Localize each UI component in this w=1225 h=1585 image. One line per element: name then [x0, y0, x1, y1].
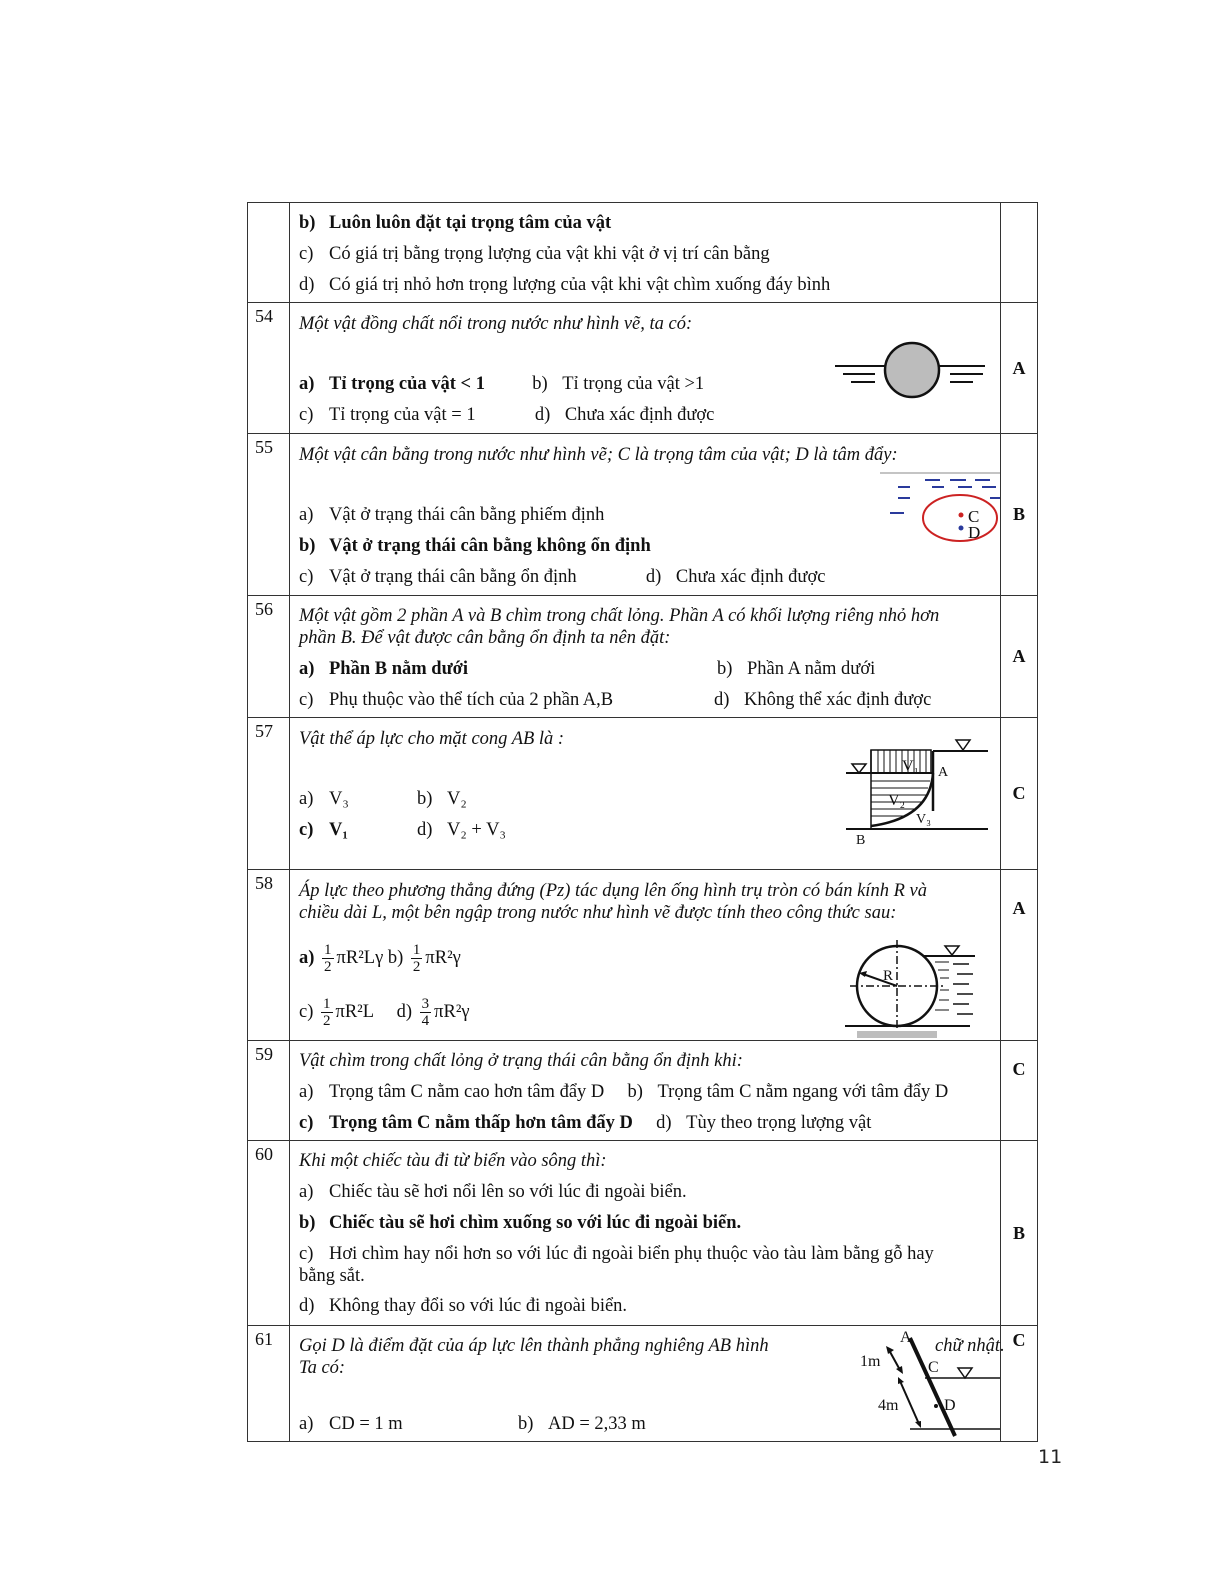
option-d: d) Có giá trị nhỏ hơn trọng lượng của vật khi vật chìm xuống đáy bình: [299, 275, 831, 295]
question-body-cell: [290, 870, 1001, 1041]
question-body-cell: [290, 1326, 1005, 1442]
question-row-58: [248, 870, 1038, 1041]
options-cd: [299, 1112, 871, 1134]
option-a: a) Vật ở trạng thái cân bằng phiếm định: [299, 505, 605, 525]
option-a: a) Phần B nằm dưới: [299, 659, 469, 679]
label-a: A: [938, 765, 949, 780]
question-number: 57: [248, 718, 290, 870]
question-text-line-1: Áp lực theo phương thẳng đứng (Pz) tác dụng lên ống hình trụ tròn có bán kính R và: [299, 881, 927, 901]
label-1m: 1m: [860, 1353, 881, 1370]
question-text-line-2: phần B. Để vật được cân bằng ổn định ta nên đặt:: [299, 628, 671, 648]
options-ab: [299, 936, 461, 980]
page-number: 11: [1038, 1446, 1063, 1468]
answer: C: [1001, 718, 1038, 870]
option-d: d) Tùy theo trọng lượng vật: [656, 1113, 872, 1133]
options-ab: [299, 373, 704, 395]
question-row-53-continued: [248, 203, 1038, 303]
option-d-expr: πR²γ: [434, 1002, 470, 1022]
option-c: c) Vật ở trạng thái cân bằng ổn định: [299, 567, 577, 587]
question-body-cell: [290, 596, 1001, 718]
answer: A: [1001, 596, 1038, 718]
question-number: 54: [248, 303, 290, 434]
option-b: b) AD = 2,33 m: [518, 1414, 646, 1434]
option-a: a) CD = 1 m: [299, 1414, 403, 1434]
option-c-label: c): [299, 1002, 314, 1022]
fraction-three-quarters: $\frac{3}{4}$: [421, 996, 430, 1030]
option-b: b) Trọng tâm C nằm ngang với tâm đẩy D: [627, 1082, 949, 1102]
question-text-line-2: Ta có:: [299, 1358, 346, 1378]
option-b: b) Tỉ trọng của vật >1: [532, 374, 705, 394]
answer: B: [1001, 434, 1038, 596]
question-body-cell: [290, 1041, 1001, 1141]
question-body-cell: [290, 1141, 1001, 1326]
label-4m: 4m: [878, 1397, 899, 1414]
option-a: a) Tỉ trọng của vật < 1: [299, 374, 485, 394]
answer: B: [1001, 1141, 1038, 1326]
question-row-61: [248, 1326, 1038, 1442]
question-number: 61: [248, 1326, 290, 1442]
question-row-59: [248, 1041, 1038, 1141]
options-cd: [299, 566, 825, 588]
fraction-half: $\frac{1}{2}$: [323, 996, 331, 1030]
question-table: [247, 202, 1038, 1442]
stability-figure: [840, 472, 1000, 552]
option-c: c) Phụ thuộc vào thể tích của 2 phần A,B: [299, 690, 614, 710]
question-number-cell: [248, 203, 290, 303]
question-row-55: [248, 434, 1038, 596]
label-c: C: [928, 1359, 939, 1376]
option-b: b) Phần A nằm dưới: [717, 659, 876, 679]
option-d: d) Không thể xác định được: [714, 690, 932, 710]
option-c-line-2: bằng sắt.: [299, 1266, 365, 1286]
option-c: c) Tỉ trọng của vật = 1: [299, 405, 476, 425]
label-v1: V₁: [902, 758, 920, 775]
label-b: B: [856, 833, 866, 848]
label-c: C: [968, 507, 980, 526]
question-text-line-1: Một vật gồm 2 phần A và B chìm trong chất lỏng. Phần A có khối lượng riêng nhỏ hơn: [299, 606, 940, 626]
question-text: Một vật cân bằng trong nước như hình vẽ; C là trọng tâm của vật; D là tâm đẩy:: [299, 445, 898, 465]
question-number: 59: [248, 1041, 290, 1141]
option-c: c) V₁: [299, 820, 348, 840]
cylinder-figure: [845, 938, 995, 1038]
option-b-label: b): [387, 948, 404, 968]
answer: A: [1001, 303, 1038, 434]
option-c: c) Có giá trị bằng trọng lượng của vật khi vật ở vị trí cân bằng: [299, 244, 770, 264]
option-d: d) Chưa xác định được: [645, 567, 826, 587]
question-body-cell: [290, 303, 1001, 434]
option-a: a) Chiếc tàu sẽ hơi nổi lên so với lúc đi ngoài biển.: [299, 1182, 687, 1202]
option-d-label: d): [396, 1002, 413, 1022]
answer: C: [1001, 1326, 1038, 1442]
option-c: c) Trọng tâm C nằm thấp hơn tâm đẩy D: [299, 1113, 633, 1133]
question-text: Vật thể áp lực cho mặt cong AB là :: [299, 729, 565, 749]
option-b: b) Chiếc tàu sẽ hơi chìm xuống so với lúc đi ngoài biển.: [299, 1213, 742, 1233]
question-number: 60: [248, 1141, 290, 1326]
question-body-cell: [290, 434, 1001, 596]
question-body-cell: [290, 203, 1001, 303]
options-ab: [299, 658, 468, 680]
question-row-54: [248, 303, 1038, 434]
option-d: d) Không thay đổi so với lúc đi ngoài biển.: [299, 1296, 628, 1316]
option-b: b) Luôn luôn đặt tại trọng tâm của vật: [299, 213, 612, 233]
question-number: 55: [248, 434, 290, 596]
label-r: R: [883, 968, 894, 984]
answer: A: [1001, 870, 1038, 1041]
option-d: d) Chưa xác định được: [534, 405, 715, 425]
label-v2: V₂: [888, 792, 906, 809]
label-d: D: [968, 523, 981, 542]
label-d: D: [944, 1397, 956, 1414]
question-text: Khi một chiếc tàu đi từ biển vào sông thì:: [299, 1151, 607, 1171]
option-a: a) Trọng tâm C nằm cao hơn tâm đẩy D: [299, 1082, 605, 1102]
options-ab: [299, 1081, 948, 1103]
options-ab: [299, 1413, 403, 1435]
question-text: Một vật đồng chất nổi trong nước như hình vẽ, ta có:: [299, 314, 693, 334]
options-cd: [299, 990, 470, 1034]
label-v3: V₃: [916, 812, 931, 827]
label-a: A: [900, 1329, 912, 1346]
options-ab: [299, 788, 349, 810]
question-body-cell: [290, 718, 1001, 870]
question-text-tail: chữ nhật.: [935, 1336, 1005, 1356]
question-row-60: [248, 1141, 1038, 1326]
inclined-wall-figure: [810, 1326, 1000, 1441]
question-number: 56: [248, 596, 290, 718]
option-c-line-1: c) Hơi chìm hay nổi hơn so với lúc đi ngoài biển phụ thuộc vào tàu làm bằng gỗ hay: [299, 1244, 934, 1264]
option-d: d) V₂ + V₃: [417, 820, 506, 840]
question-text: Vật chìm trong chất lỏng ở trạng thái cân bằng ổn định khi:: [299, 1051, 743, 1071]
question-row-56: [248, 596, 1038, 718]
question-text-line-2: chiều dài L, một bên ngập trong nước như hình vẽ được tính theo công thức sau:: [299, 903, 897, 923]
option-b-expr: πR²γ: [425, 948, 461, 968]
fraction-half: $\frac{1}{2}$: [412, 942, 421, 976]
option-c-expr: πR²L: [335, 1002, 374, 1022]
fraction-half: $\frac{1}{2}$: [324, 942, 332, 976]
option-b: b) Vật ở trạng thái cân bằng không ổn định: [299, 536, 651, 556]
curved-surface-figure: [838, 736, 998, 864]
question-number: 58: [248, 870, 290, 1041]
floating-sphere-figure: [835, 339, 995, 401]
options-cd: [299, 404, 714, 426]
question-row-57: [248, 718, 1038, 870]
option-a-expr: πR²Lγ: [336, 948, 384, 968]
option-a: a) V₃: [299, 789, 349, 809]
question-text-line-1: Gọi D là điểm đặt của áp lực lên thành phẳng nghiêng AB hình: [299, 1336, 769, 1356]
option-a-label: a): [299, 948, 315, 968]
option-b: b) V₂: [417, 789, 467, 809]
answer: C: [1001, 1041, 1038, 1141]
answer-cell: [1001, 203, 1038, 303]
